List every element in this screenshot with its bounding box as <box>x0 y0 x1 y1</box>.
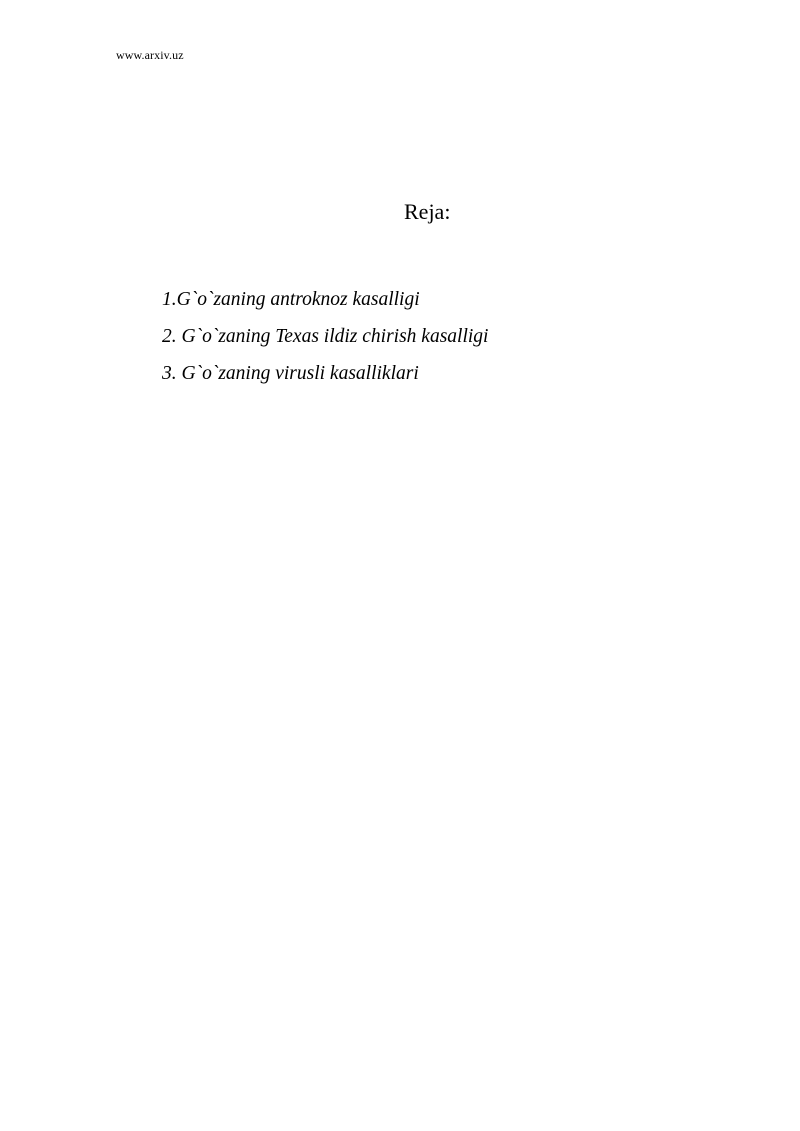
plan-list <box>162 281 488 392</box>
page-title: Reja: <box>404 199 451 224</box>
plan-item-2: 2. G`o`zaning Texas ildiz chirish kasalligi <box>162 326 489 347</box>
plan-item-1: 1.G`o`zaning antroknoz kasalligi <box>162 289 420 310</box>
header-website-url: www.arxiv.uz <box>116 48 184 62</box>
plan-item-3: 3. G`o`zaning virusli kasalliklari <box>162 363 419 384</box>
